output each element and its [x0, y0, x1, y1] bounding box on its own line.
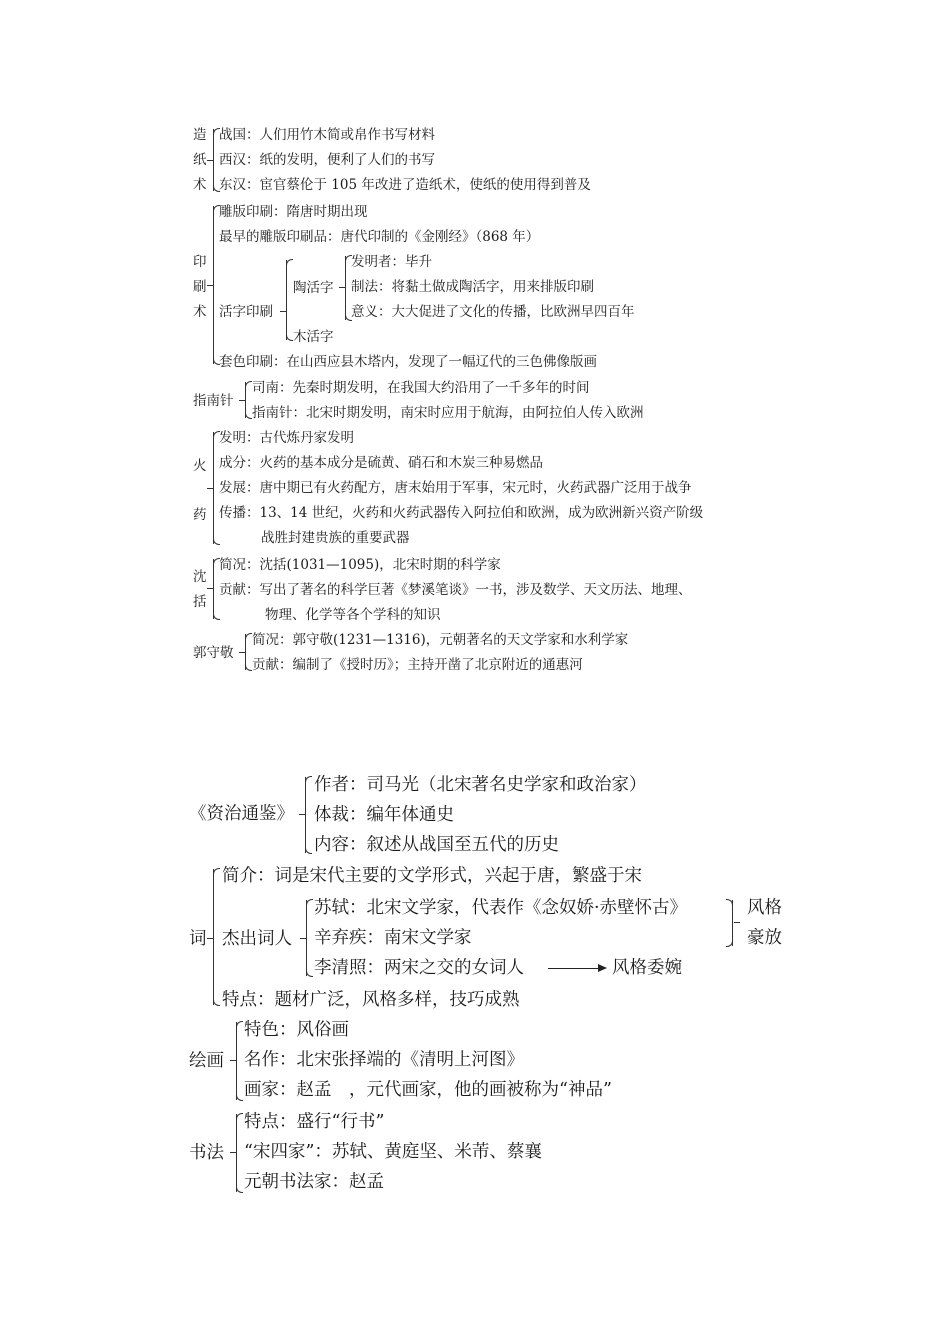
- ceramic-line-2: 制法：将黏土做成陶活字，用来排版印刷: [351, 279, 594, 295]
- ceramic-line-1: 发明者：毕升: [351, 254, 432, 270]
- painting-line-2: 名作：北宋张择端的《清明上河图》: [244, 1050, 524, 1070]
- gunpowder-label-char-2: 药: [193, 507, 207, 523]
- shenkuo-line-2: 贡献：写出了著名的科学巨著《梦溪笔谈》一书，涉及数学、天文历法、地理、: [219, 582, 692, 598]
- ceramic-line-3: 意义：大大促进了文化的传播，比欧洲早四百年: [351, 304, 635, 320]
- printing-label-char-3: 术: [193, 304, 207, 320]
- shenkuo-line-1: 简况：沈括(1031—1095)，北宋时期的科学家: [219, 557, 501, 573]
- compass-label: 指南针: [193, 393, 234, 409]
- color-printing: 套色印刷：在山西应县木塔内，发现了一幅辽代的三色佛像版画: [219, 354, 597, 370]
- zizhi-brace-tip: [299, 814, 305, 815]
- ci-poet-3: 李清照：两宋之交的女词人: [314, 958, 524, 978]
- gunpowder-line-1: 发明：古代炼丹家发明: [219, 430, 354, 446]
- gunpowder-line-2: 成分：火药的基本成分是硫黄、硝石和木炭三种易燃品: [219, 455, 543, 471]
- compass-brace-tip: [239, 400, 245, 401]
- printing-brace-tip: [207, 285, 213, 286]
- compass-brace: [245, 382, 246, 418]
- gunpowder-line-4: 传播：13、14 世纪，火药和火药武器传入阿拉伯和欧洲，成为欧洲新兴资产阶级: [219, 505, 704, 521]
- arrow-line: [548, 968, 601, 969]
- paper-line-2: 西汉：纸的发明，便利了人们的书写: [219, 152, 435, 168]
- graceful-style: 风格委婉: [612, 958, 682, 978]
- paper-line-1: 战国：人们用竹木简或帛作书写材料: [219, 127, 435, 143]
- calligraphy-brace: [236, 1114, 237, 1192]
- painting-label: 绘画: [189, 1051, 224, 1071]
- paper-label-char-1: 造: [193, 127, 207, 143]
- movable-type-brace-tip: [280, 311, 286, 312]
- calligraphy-brace-tip: [230, 1152, 236, 1153]
- printing-label-char-2: 刷: [193, 279, 207, 295]
- calligraphy-label: 书法: [189, 1143, 224, 1163]
- calligraphy-line-2: “宋四家”：苏轼、黄庭坚、米芾、蔡襄: [244, 1142, 542, 1162]
- painting-line-1: 特色：风俗画: [244, 1020, 349, 1040]
- movable-type-label: 活字印刷: [219, 304, 273, 320]
- shenkuo-label-char-1: 沈: [193, 569, 207, 585]
- zizhi-brace: [305, 777, 306, 853]
- shenkuo-brace-tip: [207, 588, 213, 589]
- gunpowder-label-char-1: 火: [193, 458, 207, 474]
- bold-style-line-2: 豪放: [747, 928, 782, 948]
- ceramic-type-brace: [345, 256, 346, 320]
- ci-intro: 简介：词是宋代主要的文学形式，兴起于唐，繁盛于宋: [222, 866, 642, 886]
- paper-brace-tip: [207, 160, 213, 161]
- movable-type-brace: [286, 260, 287, 340]
- ci-poets-brace: [306, 900, 307, 976]
- printing-earliest: 最早的雕版印刷品：唐代印制的《金刚经》（868 年）: [219, 229, 540, 245]
- ci-label: 词: [189, 929, 207, 949]
- shenkuo-line-3: 物理、化学等各个学科的知识: [265, 607, 441, 623]
- ceramic-type-brace-tip: [339, 287, 345, 288]
- gunpowder-brace: [213, 432, 214, 544]
- ci-poets-label: 杰出词人: [222, 929, 292, 949]
- guoshoujing-line-2: 贡献：编制了《授时历》；主持开凿了北京附近的通惠河: [252, 657, 583, 673]
- paper-line-3: 东汉：宦官蔡伦于 105 年改进了造纸术，使纸的使用得到普及: [219, 177, 591, 193]
- ci-poet-2: 辛弃疾：南宋文学家: [314, 928, 472, 948]
- bold-style-brace-tip: [734, 922, 740, 923]
- ci-poet-1: 苏轼：北宋文学家，代表作《念奴娇·赤壁怀古》: [314, 898, 688, 918]
- zizhi-line-2: 体裁：编年体通史: [314, 805, 454, 825]
- gunpowder-brace-tip: [207, 488, 213, 489]
- zizhi-line-1: 作者：司马光（北宋著名史学家和政治家）: [314, 775, 647, 795]
- guoshoujing-label: 郭守敬: [193, 645, 234, 661]
- paper-label-char-3: 术: [193, 177, 207, 193]
- ceramic-type-label: 陶活字: [293, 280, 334, 296]
- ci-features: 特点：题材广泛，风格多样，技巧成熟: [222, 990, 520, 1010]
- paper-label-char-2: 纸: [193, 152, 207, 168]
- shenkuo-label-char-2: 括: [193, 594, 207, 610]
- printing-label-char-1: 印: [193, 254, 207, 270]
- painting-brace-tip: [230, 1060, 236, 1061]
- guoshoujing-line-1: 简况：郭守敬(1231—1316)，元朝著名的天文学家和水利学家: [252, 632, 629, 648]
- printing-engraving: 雕版印刷：隋唐时期出现: [219, 204, 368, 220]
- ci-poets-brace-tip: [300, 938, 306, 939]
- zizhi-label: 《资治通鉴》: [189, 804, 294, 824]
- calligraphy-line-1: 特点：盛行“行书”: [244, 1112, 385, 1132]
- shenkuo-brace: [213, 559, 214, 619]
- painting-line-3: 画家：赵孟 ，元代画家，他的画被称为“神品”: [244, 1080, 612, 1100]
- gunpowder-line-5: 战胜封建贵族的重要武器: [261, 530, 410, 546]
- zizhi-line-3: 内容：叙述从战国至五代的历史: [314, 835, 559, 855]
- ci-brace: [213, 869, 214, 1005]
- gunpowder-line-3: 发展：唐中期已有火药配方，唐末始用于军事，宋元时，火药武器广泛用于战争: [219, 480, 692, 496]
- compass-line-1: 司南：先秦时期发明，在我国大约沿用了一千多年的时间: [252, 380, 590, 396]
- arrow-right-icon: [598, 964, 607, 972]
- ci-brace-tip: [207, 938, 213, 939]
- printing-brace: [213, 206, 214, 364]
- paper-brace: [213, 129, 214, 191]
- wooden-type-label: 木活字: [293, 329, 334, 345]
- compass-line-2: 指南针：北宋时期发明，南宋时应用于航海，由阿拉伯人传入欧洲: [252, 405, 644, 421]
- calligraphy-line-3: 元朝书法家：赵孟: [244, 1172, 384, 1192]
- painting-brace: [236, 1022, 237, 1100]
- guoshoujing-brace: [245, 634, 246, 670]
- guoshoujing-brace-tip: [239, 652, 245, 653]
- bold-style-brace: [732, 900, 733, 946]
- bold-style-line-1: 风格: [747, 898, 782, 918]
